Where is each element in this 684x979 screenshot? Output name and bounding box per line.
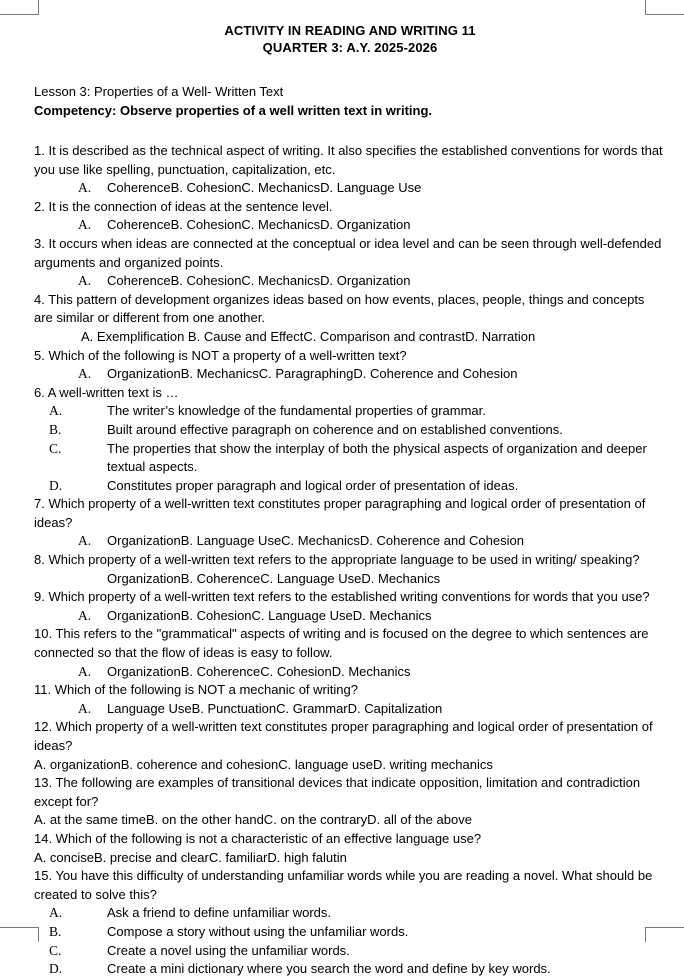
choice-letter: D. <box>49 961 63 977</box>
choice-group <box>34 756 666 775</box>
question-item <box>34 625 666 681</box>
crop-mark-top-right <box>642 0 684 22</box>
question-item <box>34 347 666 384</box>
choice-group <box>34 532 666 551</box>
choice-group <box>34 607 666 626</box>
choice-option[interactable] <box>34 923 666 942</box>
choice-text: Compose a story without using the unfamiliar words. <box>107 923 409 939</box>
document-header <box>34 22 666 56</box>
choice-text: OrganizationB. MechanicsC. ParagraphingD. Coherence and Cohesion <box>107 366 518 382</box>
question-stem: 13. The following are examples of transitional devices that indicate opposition, limitation and contradiction except for? <box>34 775 641 809</box>
choice-text: OrganizationB. CohesionC. Language UseD. Mechanics <box>107 607 432 623</box>
choice-option[interactable] <box>34 477 666 496</box>
question-list <box>34 142 666 979</box>
question-item <box>34 551 666 588</box>
choice-text: The properties that show the interplay of both the physical aspects of organization and deeper textual aspects. <box>107 440 647 475</box>
choice-letter: A. <box>78 700 92 716</box>
question-stem: 10. This refers to the "grammatical" aspects of writing and is focused on the degree to which sentences are connected so that the flow of ideas is easy to follow. <box>34 626 649 661</box>
choice-letter: A. <box>78 607 92 623</box>
choice-group <box>34 179 666 198</box>
choice-option[interactable] <box>34 904 666 923</box>
crop-mark-top-left <box>0 0 42 22</box>
choice-group <box>34 328 666 347</box>
choice-letter: A. <box>78 366 92 382</box>
competency-statement: Competency: Observe properties of a well written text in writing. <box>34 103 433 118</box>
question-stem: 5. Which of the following is NOT a property of a well-written text? <box>34 347 407 363</box>
choice-text: Create a mini dictionary where you search the word and define by key words. <box>107 961 551 977</box>
choice-letter: C. <box>49 440 62 456</box>
choice-option-line[interactable] <box>34 216 666 235</box>
question-stem: 15. You have this difficulty of understanding unfamiliar words while you are reading a novel. What should be created to solve this? <box>34 868 653 902</box>
question-stem: 7. Which property of a well-written text constitutes proper paragraphing and logical order of presentation of ideas? <box>34 496 646 530</box>
choice-text: CoherenceB. CohesionC. MechanicsD. Organization <box>107 217 411 233</box>
question-stem: 11. Which of the following is NOT a mechanic of writing? <box>34 682 358 698</box>
choice-letter: A. <box>49 905 63 921</box>
choice-group <box>34 700 666 719</box>
choice-letter: A. <box>49 403 63 419</box>
choice-text: Built around effective paragraph on coherence and on established conventions. <box>107 421 563 437</box>
choice-text: Ask a friend to define unfamiliar words. <box>107 905 331 921</box>
choice-option[interactable] <box>34 421 666 440</box>
choice-group <box>34 365 666 384</box>
choice-option-line[interactable] <box>34 532 666 551</box>
question-item <box>34 681 666 718</box>
choice-option-line[interactable] <box>34 365 666 384</box>
choice-option[interactable] <box>34 402 666 421</box>
choice-letter: A. <box>78 533 92 549</box>
choice-option-line[interactable] <box>34 663 666 682</box>
question-item <box>34 774 666 830</box>
choice-option-line[interactable] <box>34 700 666 719</box>
choice-text: OrganizationB. CoherenceC. CohesionD. Mechanics <box>107 663 411 679</box>
choice-group <box>34 811 666 830</box>
question-stem: 3. It occurs when ideas are connected at the conceptual or idea level and can be seen through well-defended arguments and organized points. <box>34 235 662 270</box>
question-item <box>34 142 666 198</box>
choice-group <box>34 904 666 978</box>
choice-option-line[interactable] <box>34 179 666 198</box>
document-body <box>34 22 666 979</box>
question-item <box>34 495 666 551</box>
choice-option-line[interactable]: A. conciseB. precise and clearC. familiarD. high falutin <box>34 849 347 865</box>
choice-option-line[interactable] <box>34 607 666 626</box>
document-subtitle: QUARTER 3: A.Y. 2025-2026 <box>262 40 438 55</box>
choice-group <box>34 663 666 682</box>
question-stem: 4. This pattern of development organizes ideas based on how events, places, people, things and concepts are similar or different from one another. <box>34 291 645 326</box>
choice-option[interactable] <box>34 440 666 477</box>
choice-letter: B. <box>49 421 62 437</box>
choice-letter: A. <box>78 663 92 679</box>
question-stem: 8. Which property of a well-written text refers to the appropriate language to be used in writing/ speaking? <box>34 552 640 568</box>
choice-text: CoherenceB. CohesionC. MechanicsD. Language Use <box>107 180 422 196</box>
choice-option[interactable] <box>34 960 666 979</box>
choice-letter: A. <box>78 217 92 233</box>
choice-group <box>34 570 666 589</box>
question-item <box>34 198 666 235</box>
question-item <box>34 718 666 774</box>
question-stem: 1. It is described as the technical aspect of writing. It also specifies the established conventions for words that you use like spelling, punctuation, capitalization, etc. <box>34 143 663 177</box>
question-item <box>34 235 666 291</box>
lesson-title: Lesson 3: Properties of a Well- Written Text <box>34 84 284 99</box>
question-item <box>34 588 666 625</box>
choice-group <box>34 849 666 868</box>
choice-option-line[interactable] <box>34 272 666 291</box>
choice-letter: A. <box>78 273 92 289</box>
choice-option-line[interactable]: A. at the same timeB. on the other handC. on the contraryD. all of the above <box>34 812 472 828</box>
choice-letter: B. <box>49 923 62 939</box>
choice-text: Create a novel using the unfamiliar words. <box>107 942 350 958</box>
choice-option[interactable] <box>34 942 666 961</box>
choice-group <box>34 216 666 235</box>
choice-letter: D. <box>49 477 63 493</box>
choice-letter: C. <box>49 942 62 958</box>
question-stem: 12. Which property of a well-written text constitutes proper paragraphing and logical order of presentation of ideas? <box>34 719 653 753</box>
question-item <box>34 291 666 347</box>
choice-option-line[interactable]: A. organizationB. coherence and cohesionC. language useD. writing mechanics <box>34 756 493 772</box>
choice-text: OrganizationB. Language UseC. MechanicsD. Coherence and Cohesion <box>107 533 524 549</box>
question-stem: 9. Which property of a well-written text refers to the established writing conventions for words that you use? <box>34 589 650 605</box>
choice-group <box>34 272 666 291</box>
choice-text: Language UseB. PunctuationC. GrammarD. Capitalization <box>107 700 443 716</box>
choice-group <box>34 402 666 495</box>
choice-text: The writer’s knowledge of the fundamental properties of grammar. <box>107 403 486 419</box>
question-item <box>34 384 666 496</box>
question-stem: 14. Which of the following is not a characteristic of an effective language use? <box>34 830 482 846</box>
choice-text: CoherenceB. CohesionC. MechanicsD. Organization <box>107 273 411 289</box>
lesson-heading-block <box>34 82 666 120</box>
document-title: ACTIVITY IN READING AND WRITING 11 <box>224 23 476 38</box>
choice-option-line[interactable]: A. Exemplification B. Cause and EffectC. Comparison and contrastD. Narration <box>81 328 536 344</box>
question-stem: 6. A well-written text is … <box>34 384 179 400</box>
choice-letter: A. <box>78 180 92 196</box>
choice-option-line[interactable]: OrganizationB. CoherenceC. Language UseD. Mechanics <box>107 570 441 586</box>
question-item <box>34 867 666 979</box>
question-item <box>34 830 666 867</box>
question-stem: 2. It is the connection of ideas at the sentence level. <box>34 198 333 214</box>
choice-text: Constitutes proper paragraph and logical order of presentation of ideas. <box>107 477 519 493</box>
